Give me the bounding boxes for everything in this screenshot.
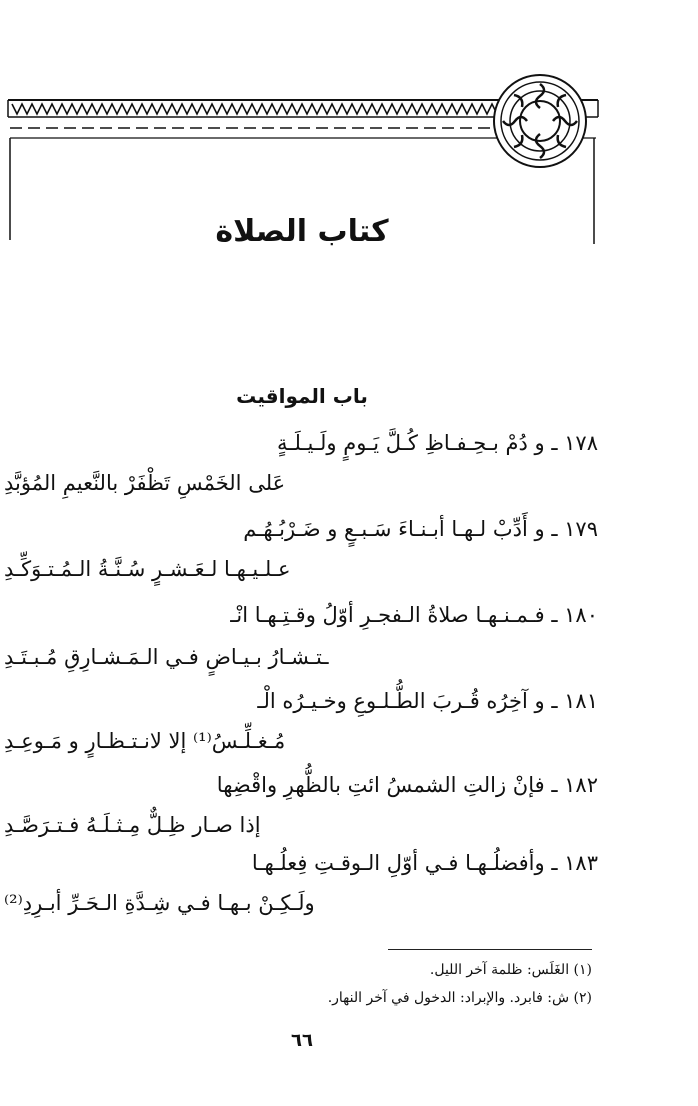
verse-second-hemistich: عـلـيـهـا لـعَـشـرٍ سُـنَّـةُ الـمُـتـوَكِّـدِ (4, 557, 291, 581)
footnote-divider (388, 949, 592, 950)
footnote-1: (١) الغَلَس: ظلمة آخر الليل. (429, 962, 592, 978)
page-number: ٦٦ (291, 1030, 313, 1051)
verse-first-hemistich: ١٨٢ ـ فإنْ زالتِ الشمسُ ائتِ بالظُّهرِ واقْضِها (216, 773, 598, 797)
medallion-ornament (494, 75, 586, 167)
footnote-2: (٢) ش: فابرد. والإبراد: الدخول في آخر النهار. (327, 990, 592, 1006)
header-ornament-frame (0, 0, 698, 300)
verse-first-hemistich: ١٧٩ ـ و أَدِّبْ لـهـا أبـنـاءَ سَـبـعٍ و ضَـرْبُـهُـم (243, 517, 598, 541)
verse-first-hemistich: ١٨٣ ـ وأفضلُـهـا فـي أوّلِ الـوقـتِ فِعلُـهـا (251, 851, 598, 875)
verse-second-hemistich: عَلى الخَمْسِ تَظْفَرْ بالنَّعيمِ المُؤبَّدِ (4, 471, 286, 495)
chapter-title: باب المواقيت (236, 384, 368, 408)
verse-second-hemistich: إذا صـار ظِـلٌّ مِـثـلَـهُ فـتـرَصَّـدِ (4, 813, 261, 837)
verse-first-hemistich: ١٧٨ ـ و دُمْ بـحِـفـاظِ كُـلَّ يَـومٍ ولَـيـلَـةٍ (277, 431, 598, 455)
verse-second-hemistich: ولَـكِـنْ بـهـا فـي شِـدَّةِ الـحَـرِّ أبـرِدِ⁽²⁾ (4, 891, 315, 915)
verse-second-hemistich: مُـغـلِّـسُ⁽¹⁾ إلا لانـتـظـارٍ و مَـوعِـدِ (4, 729, 286, 753)
book-title: كتاب الصلاة (215, 214, 389, 249)
verse-first-hemistich: ١٨١ ـ و آخِرُه قُـربَ الطُّـلـوعِ وخـيـرُه الْـ (257, 689, 598, 713)
verse-second-hemistich: ـتـشـارُ بـيـاضٍ فـي الـمَـشـارِقِ مُـبـتَـدِ (4, 645, 329, 669)
verse-first-hemistich: ١٨٠ ـ فـمـنـهـا صلاةُ الـفجـرِ أوّلُ وقـتِـهـا انْـ (230, 603, 598, 627)
zigzag-pattern (12, 104, 497, 114)
